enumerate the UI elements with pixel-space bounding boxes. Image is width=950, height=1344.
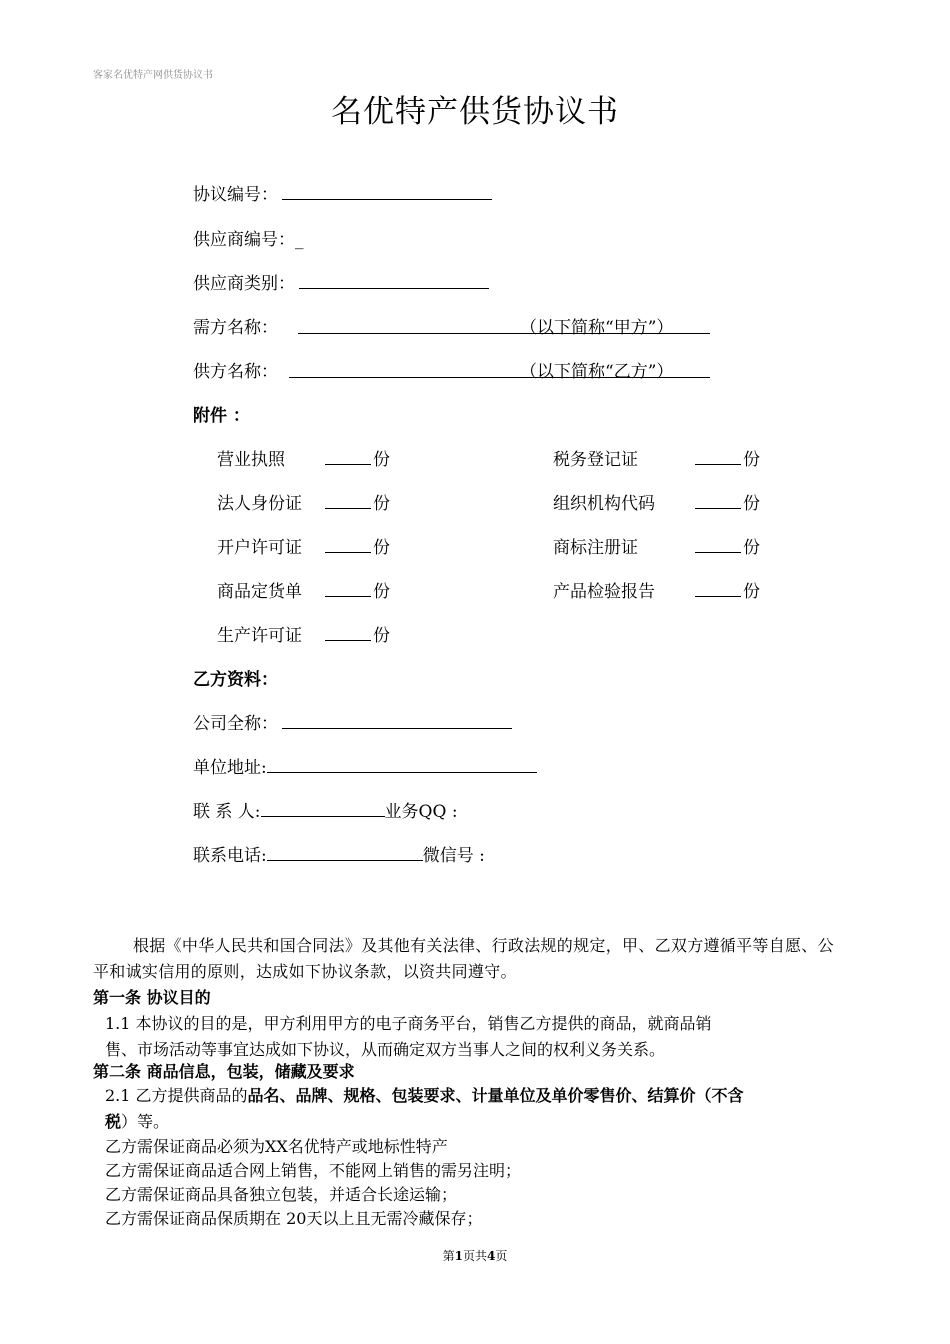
agreement-no-line	[282, 185, 492, 200]
page-number: 1	[454, 1249, 463, 1263]
supplier-type-label: 供应商类别：	[193, 274, 295, 294]
attachment-item: 商品定货单 份	[217, 582, 390, 602]
agreement-no-row	[193, 180, 492, 205]
article-2-para-1-cont: 税）等。	[105, 1112, 170, 1131]
buyer-name-line	[298, 313, 710, 338]
party-b-heading: 乙方资料：	[193, 670, 278, 690]
page-footer: 第1页共4页	[442, 1249, 508, 1263]
article-1-line: 售、市场活动等事宜达成如下协议，从而确定双方当事人之间的权利义务关系。	[105, 1040, 666, 1059]
agreement-no-label: 协议编号：	[193, 185, 278, 205]
address-row: 单位地址:	[193, 753, 537, 778]
supplier-name-label: 供方名称：	[193, 362, 278, 382]
supplier-no-row	[193, 225, 304, 250]
attachment-item: 商标注册证 份	[553, 538, 760, 558]
buyer-alias: （以下简称“甲方”）	[520, 318, 674, 338]
header-note: 客家名优特产网供货协议书	[93, 70, 213, 81]
intro-paragraph: 根据《中华人民共和国合同法》及其他有关法律、行政法规的规定，甲、乙双方遵循平等自愿、公平和诚实信用的原则，达成如下协议条款，以资共同遵守。	[93, 936, 834, 981]
supplier-name-line	[289, 357, 710, 382]
supplier-no-label: 供应商编号：	[193, 230, 295, 250]
phone-row: 联系电话: 微信号 :	[193, 846, 485, 866]
supplier-no-blank: _	[295, 230, 304, 250]
attachments-heading: 附件 ：	[193, 406, 250, 426]
attachment-item: 法人身份证 份	[217, 494, 390, 514]
article-2-line: 乙方需保证商品必须为XX名优特产或地标性特产	[105, 1137, 448, 1156]
article-2-line: 乙方需保证商品具备独立包装，并适合长途运输；	[105, 1185, 458, 1204]
attachment-item: 开户许可证 份	[217, 538, 390, 558]
supplier-type-line	[299, 274, 489, 289]
attachment-item: 组织机构代码 份	[553, 494, 760, 514]
supplier-type-row	[193, 269, 489, 294]
article-2-line: 乙方需保证商品适合网上销售，不能网上销售的需另注明；	[105, 1161, 522, 1180]
document-title: 名优特产供货协议书	[331, 94, 619, 130]
attachment-item: 营业执照 份	[217, 450, 390, 470]
supplier-name-row	[193, 357, 278, 382]
article-2-line: 乙方需保证商品保质期在 20天以上且无需冷藏保存；	[105, 1209, 483, 1228]
attachment-item: 税务登记证 份	[553, 450, 760, 470]
article-2-para-1: 2.1 乙方提供商品的品名、品牌、规格、包装要求、计量单位及单价零售价、结算价（不含	[105, 1086, 744, 1105]
buyer-name-label: 需方名称：	[193, 318, 278, 338]
article-1-line: 1.1 本协议的目的是，甲方利用甲方的电子商务平台，销售乙方提供的商品，就商品销	[105, 1014, 712, 1033]
attachment-item: 生产许可证 份	[217, 626, 390, 646]
page-total: 4	[487, 1249, 496, 1263]
attachment-item: 产品检验报告 份	[553, 582, 760, 602]
supplier-alias: （以下简称“乙方”）	[520, 362, 674, 382]
article-2-heading: 第二条 商品信息，包装，储藏及要求	[93, 1062, 355, 1081]
company-row: 公司全称：	[193, 709, 512, 734]
buyer-name-row	[193, 313, 278, 338]
article-1-heading: 第一条 协议目的	[93, 988, 211, 1007]
contact-row: 联 系 人: 业务QQ :	[193, 802, 458, 822]
